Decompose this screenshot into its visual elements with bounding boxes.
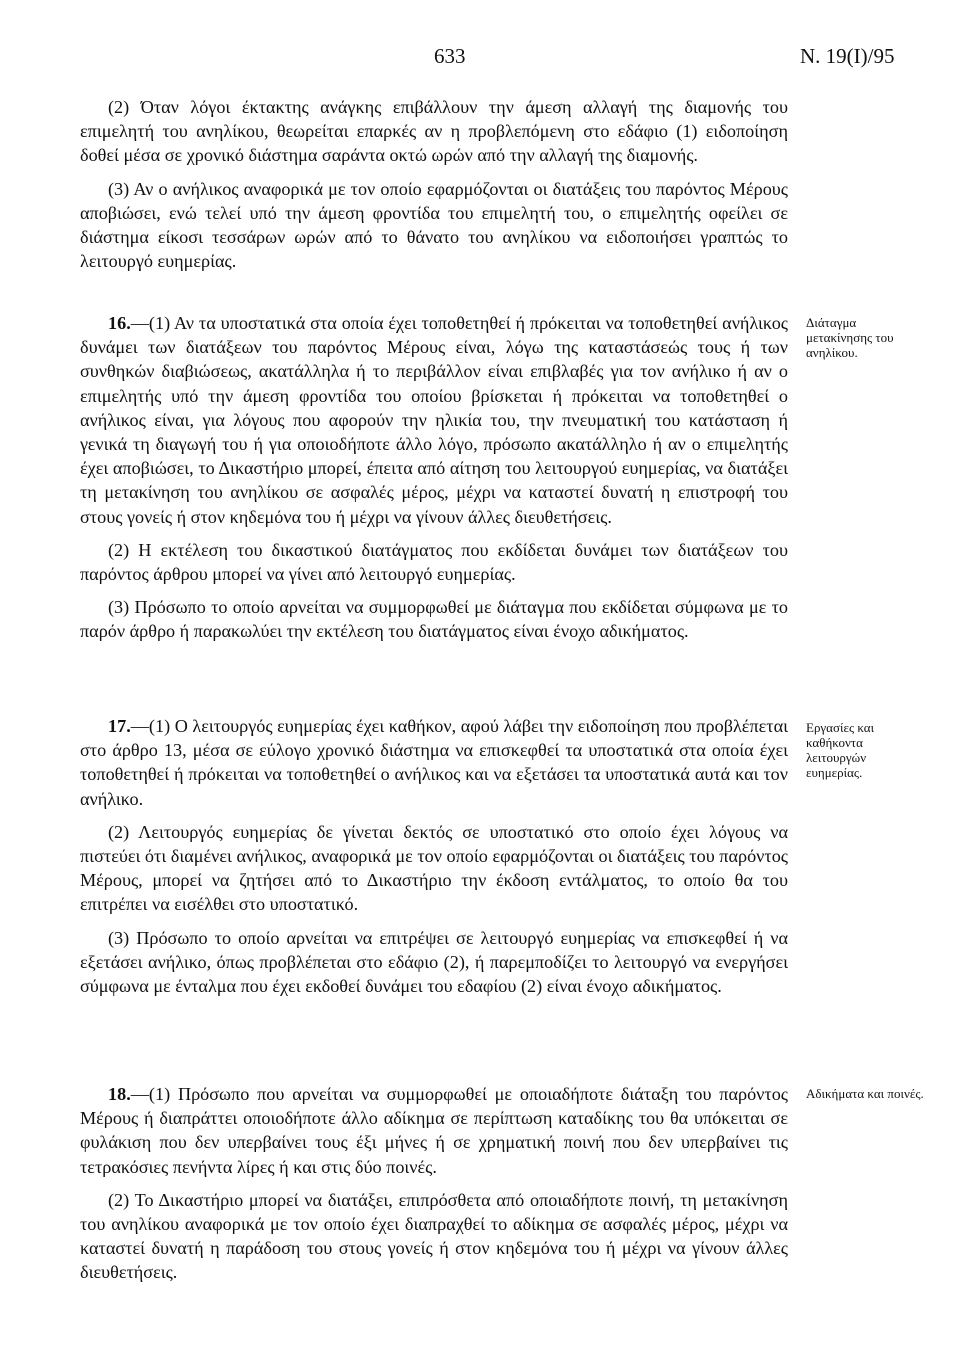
margin-note-17: Εργασίες και καθήκοντα λειτουργών ευημερίας. <box>806 720 875 780</box>
article-18 <box>80 1082 788 1294</box>
article-16-paragraph-3: (3) Πρόσωπο το οποίο αρνείται να συμμορφωθεί με διάταγμα που εκδίδεται σύμφωνα με το παρόν άρθρο ή παρακωλύει την εκτέλεση του διατάγματος είναι ένοχο αδικήματος. <box>80 597 788 642</box>
article-17 <box>80 714 788 1007</box>
margin-note-18: Αδικήματα και ποινές. <box>806 1086 924 1101</box>
margin-note-16: Διάταγμα μετακίνησης του ανηλίκου. <box>806 315 894 360</box>
article-18-number: 18. <box>108 1084 131 1104</box>
section-continuation <box>80 95 788 282</box>
article-16-number: 16. <box>108 313 131 333</box>
article-17-paragraph-1: 17.—(1) Ο λειτουργός ευημερίας έχει καθήκον, αφού λάβει την ειδοποίηση που προβλέπεται στο άρθρο 13, μέσα σε εύλογο χρονικό διάστημα να επισκεφθεί τα υποστατικά στα οποία έχει τοποθετηθεί ή πρόκειται να τοποθετηθεί ο ανήλικος και να εξετάσει τα υποστατικά αυτά και τον ανήλικο. <box>80 716 788 809</box>
article-17-number: 17. <box>108 716 131 736</box>
article-16-paragraph-2: (2) Η εκτέλεση του δικαστικού διατάγματος που εκδίδεται δυνάμει των διατάξεων του παρόντος άρθρου μπορεί να γίνει από λειτουργό ευημερίας. <box>80 539 788 585</box>
article-16 <box>80 311 788 653</box>
article-17-paragraph-2: (2) Λειτουργός ευημερίας δε γίνεται δεκτός σε υποστατικό στο οποίο έχει λόγους να πιστεύει ότι διαμένει ανήλικος, αναφορικά με τον οποίο εφαρμόζονται οι διατάξεις του παρόντος Μέρους, μπορεί να ζητήσει από το Δικαστήριο την έκδοση εντάλματος, το οποίο θα του επιτρέπει να εισέλθει στο υποστατικό. <box>80 821 788 915</box>
law-reference: Ν. 19(Ι)/95 <box>800 44 895 68</box>
paragraph-2: (2) Όταν λόγοι έκτακτης ανάγκης επιβάλλουν την άμεση αλλαγή της διαμονής του επιμελητή του ανηλίκου, θεωρείται επαρκές αν η προβλεπόμενη στο εδάφιο (1) ειδοποίηση δοθεί μέσα σε χρονικό διάστημα σαράντα οκτώ ωρών από την αλλαγή της διαμονής. <box>80 97 788 166</box>
page-number: 633 <box>434 44 466 68</box>
article-18-paragraph-1: 18.—(1) Πρόσωπο που αρνείται να συμμορφωθεί με οποιαδήποτε διάταξη του παρόντος Μέρους ή διαπράττει οποιοδήποτε άλλο αδίκημα σε περίπτωση καταδίκης του θα υπόκειται σε φυλάκιση που δεν υπερβαίνει τους έξι μήνες ή σε χρηματική ποινή που δεν υπερβαίνει τις τετρακόσιες πενήντα λίρες ή και στις δύο ποινές. <box>80 1084 788 1177</box>
paragraph-3: (3) Αν ο ανήλικος αναφορικά με τον οποίο εφαρμόζονται οι διατάξεις του παρόντος Μέρους αποβιώσει, ενώ τελεί υπό την άμεση φροντίδα του επιμελητή του, ο επιμελητής οφείλει σε διάστημα είκοσι τεσσάρων ωρών από το θάνατο του ανηλίκου να ειδοποιήσει γραπτώς το λειτουργό ευημερίας. <box>80 178 788 272</box>
article-16-paragraph-1: 16.—(1) Αν τα υποστατικά στα οποία έχει τοποθετηθεί ή πρόκειται να τοποθετηθεί ανήλικος δυνάμει των διατάξεων του παρόντος Μέρους είναι, λόγω της καταστάσεώς τους ή των συνθηκών διαβιώσεως, ακατάλληλα ή το περιβάλλον είναι επιβλαβές για τον ανήλικο ή αν ο επιμελητής υπό την άμεση φροντίδα του οποίου βρίσκεται ή πρόκειται να τοποθετηθεί ο ανήλικος είναι, για λόγους που αφορούν την ηλικία του, την πνευματική του κατάσταση ή γενικά τη διαγωγή του ή για οποιοδήποτε άλλο λόγο, πρόσωπο ακατάλληλο ή αν ο επιμελητής έχει αποβιώσει, το Δικαστήριο μπορεί, έπειτα από αίτηση του λειτουργού ευημερίας, να διατάξει τη μετακίνηση του ανηλίκου σε ασφαλές μέρος, μέχρι να καταστεί δυνατή η επιστροφή του στους γονείς ή στον κηδεμόνα του ή μέχρι να γίνουν άλλες διευθετήσεις. <box>80 313 788 527</box>
article-18-paragraph-2: (2) Το Δικαστήριο μπορεί να διατάξει, επιπρόσθετα από οποιαδήποτε ποινή, τη μετακίνηση του ανηλίκου αναφορικά με τον οποίο έχει διαπραχθεί το αδίκημα σε ασφαλές μέρος, μέχρι να καταστεί δυνατή η παράδοση του στους γονείς ή στον κηδεμόνα του ή μέχρι να γίνουν άλλες διευθετήσεις. <box>80 1189 788 1283</box>
article-17-paragraph-3: (3) Πρόσωπο το οποίο αρνείται να επιτρέψει σε λειτουργό ευημερίας να επισκεφθεί ή να εξετάσει ανήλικο, όπως προβλέπεται στο εδάφιο (2), ή παρεμποδίζει το λειτουργό να ενεργήσει σύμφωνα με ένταλμα που έχει εκδοθεί δυνάμει του εδαφίου (2) είναι ένοχο αδικήματος. <box>80 927 788 997</box>
